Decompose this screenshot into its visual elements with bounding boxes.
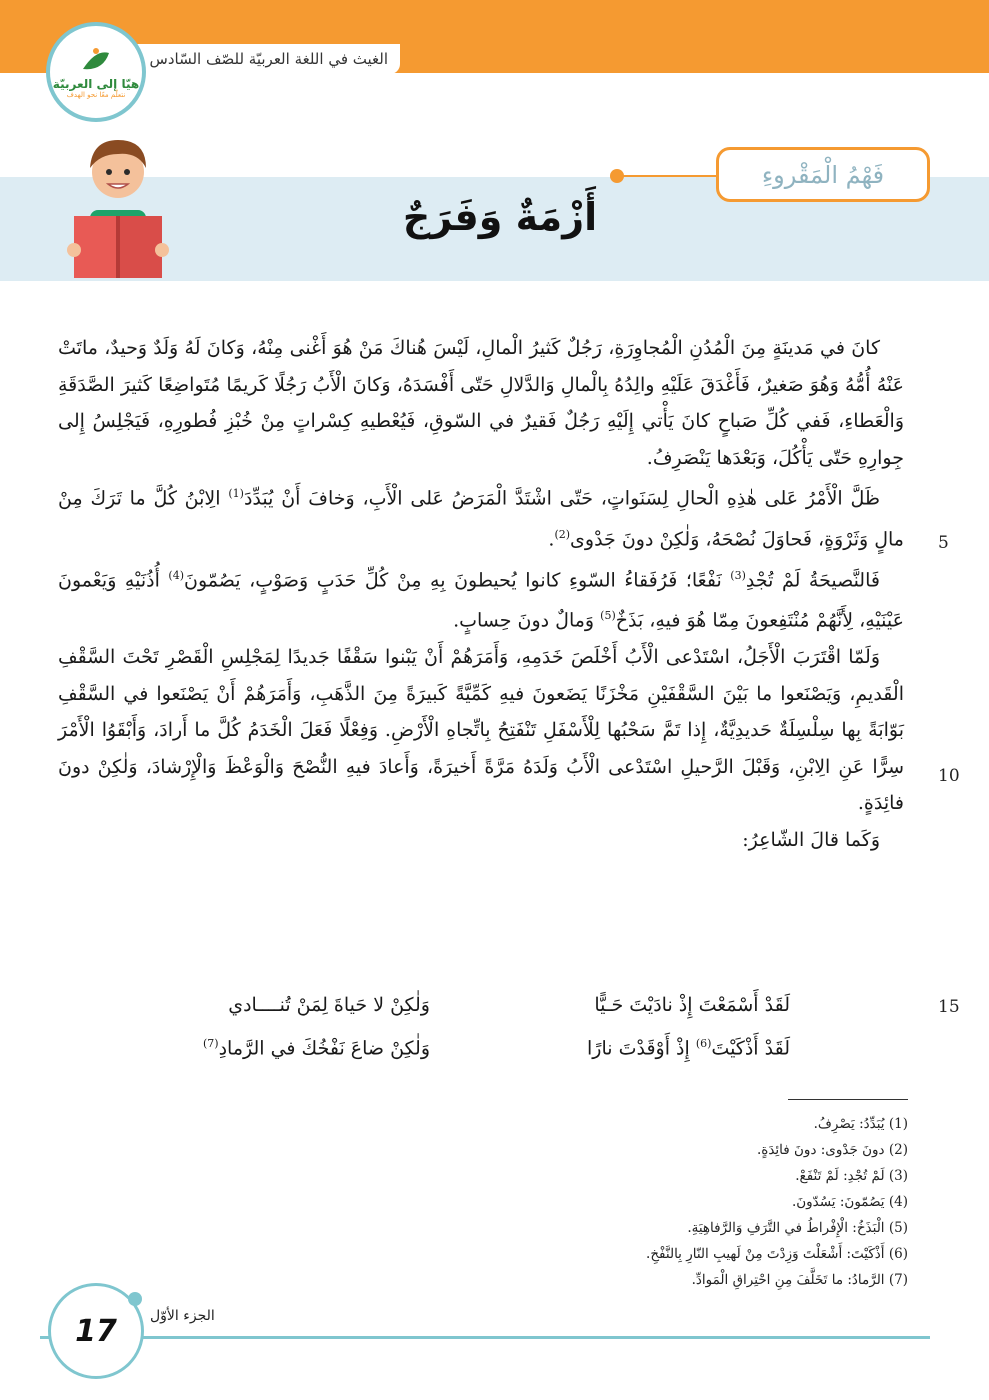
footnote: (7) الرَّمادُ: ما تَخَلَّفَ مِنِ احْتِراقِ الْمَوادِّ.: [691, 1272, 908, 1288]
line-number: 15: [938, 997, 960, 1017]
footnote-ref: (4): [168, 568, 185, 582]
page-badge-dot: [128, 1292, 142, 1306]
footnote-ref: (7): [202, 1037, 219, 1050]
story-text: [58, 330, 904, 858]
text-run: إِذْ أَوْقَدْتَ نارًا: [587, 1037, 696, 1060]
section-tab-label: فَهْمُ الْمَقْروءِ: [761, 160, 885, 189]
footnotes: [560, 1111, 908, 1293]
footnote: (2) دونَ جَدْوى: دونَ فائِدَةٍ.: [756, 1142, 908, 1158]
text-run: ظَلَّ الْأَمْرُ عَلى هٰذِهِ الْحالِ لِسَنَواتٍ، حَتّى اشْتَدَّ الْمَرَضُ عَلى الْأَبِ، وَخافَ أَنْ يُبَدِّدَ: [243, 487, 881, 510]
footnote-ref: (6): [695, 1037, 712, 1050]
footnote-ref: (2): [554, 527, 571, 541]
tab-connector-line: [617, 175, 717, 177]
logo-name: هيّا إلى العربيّة: [52, 77, 140, 91]
part-label: الجزء الأوّل: [150, 1308, 215, 1324]
text-run: نَفْعًا؛ فَرُفَقاءُ السّوءِ كانوا يُحيطونَ بِهِ مِنْ كُلِّ حَدَبٍ وَصَوْبٍ، يَصُمّونَ: [184, 568, 731, 591]
paragraph-4: وَلَمّا اقْتَرَبَ الْأَجَلُ، اسْتَدْعى الْأَبُ أَخْلَصَ خَدَمِهِ، وَأَمَرَهُمْ أَنْ يَبْنوا سَقْفًا جَديدًا لِمَجْلِسِ الْقَصْرِ تَحْتَ السَّقْفِ الْقَديمِ، وَيَصْنَعوا ما بَيْنَ السَّقْفَيْنِ مَخْزَنًا يَضَعونَ فيهِ كَمِّيَّةً كَبيرَةً مِنَ الذَّهَبِ، وَأَمَرَهُمْ أَنْ يَصْنَعوا في السَّقْفِ بَوّابَةً بِها سِلْسِلَةٌ حَديدِيَّةٌ، إِذا تَمَّ سَحْبُها لِلْأَسْفَلِ تَنْفَتِحُ بِاتِّجاهِ الْأَرْضِ. وَفِعْلًا فَعَلَ الْخَدَمُ كُلَّ ما أَرادَ، وَأَبْقَوُا الْأَمْرَ سِرًّا عَنِ الِابْنِ، وَقَبْلَ الرَّحيلِ اسْتَدْعى الْأَبُ وَلَدَهُ مَرَّةً أَخيرَةً، وَأَعادَ فيهِ النُّصْحَ وَالْوَعْظَ وَالْإِرْشادَ، وَلٰكِنْ دونَ فائِدَةٍ.: [58, 646, 904, 815]
paragraph-3: [58, 558, 904, 640]
book-title-bar: [130, 44, 400, 74]
verse-1-second-hemistich: وَلٰكِنْ لا حَياةَ لِمَنْ تُنــــادي: [228, 994, 430, 1016]
section-tab: [716, 147, 930, 202]
logo-tagline: نتعلّم معًا نحو الهدف: [66, 91, 126, 99]
line-number: 5: [938, 533, 949, 553]
lesson-title: أَزْمَةٌ وَفَرَجٌ: [402, 195, 598, 239]
footnote: (1) يُبَدِّدُ: يَصْرِفُ.: [813, 1116, 908, 1132]
verse-2-first-hemistich: [540, 1037, 790, 1059]
footnote: (5) الْبَذَخُ: الْإِفْراطُ في التَّرَفِ وَالرَّفاهِيَةِ.: [687, 1220, 908, 1236]
footnote-ref: (5): [600, 609, 616, 623]
paragraph-2: [58, 476, 904, 558]
footnote-ref: (3): [730, 568, 746, 582]
text-line: كَثيرَ الصَّدَقَةِ وَالْعَطاءِ، فَفي كُلِّ صَباحٍ كانَ يَأْتي إِلَيْهِ رَجُلٌ فَقيرٌ في السّوقِ، فَيُعْطيهِ كِسْراتٍ مِنْ خُبْزِ فُطورِهِ،: [58, 373, 904, 432]
text-run: الِابْنُ كُلَّ ما تَرَكَ مِنْ مالٍ وَثَرْوَةٍ، فَحاوَلَ نُصْحَهُ، وَلٰكِنْ دونَ جَدْوى: [58, 487, 904, 551]
footnote-ref: (1): [228, 487, 244, 500]
publisher-logo: [46, 22, 146, 122]
paragraph-1: [58, 330, 904, 476]
text-line: كانَ في مَدينَةٍ مِنَ الْمُدُنِ الْمُجاوِرَةِ، رَجُلٌ كَثيرُ الْمالِ، لَيْسَ هُناكَ مَنْ هُوَ أَغْنى مِنْهُ، وَكانَ لَهُ وَلَدٌ وَحيدٌ،: [104, 337, 880, 359]
footnote: (3) لَمْ تُجْدِ: لَمْ تَنْفَعْ.: [795, 1168, 908, 1184]
line-number: 10: [938, 766, 960, 786]
text-run: .: [548, 528, 555, 551]
verse-2-second-hemistich: [180, 1037, 430, 1059]
poet-intro: وَكَما قالَ الشّاعِرُ:: [742, 828, 880, 851]
footnote: (4) يَصُمّونَ: يَسُدّونَ.: [791, 1194, 908, 1210]
text-run: وَمالٌ دونَ حِسابٍ.: [453, 609, 601, 632]
text-run: فَالنَّصيحَةُ لَمْ تُجْدِ: [745, 568, 880, 591]
text-line: ماتَتْ عَنْهُ أُمُّهُ وَهُوَ صَغيرٌ، فَأَغْدَقَ عَلَيْهِ والِدُهُ بِالْمالِ وَالدَّلالِ حَتّى أَفْسَدَهُ، وَكانَ الْأَبُ رَجُلًا كَريمًا مُتَواضِعًا: [58, 337, 904, 396]
footnote-divider: [788, 1099, 908, 1100]
boy-reading-illustration: [66, 132, 170, 280]
footnote: (6) أَذْكَيْتَ: أَشْعَلْتَ وَزِدْتَ مِنْ لَهيبِ النّارِ بِالنَّفْخِ.: [646, 1246, 908, 1262]
footer-line: [40, 1336, 930, 1339]
logo-leaf-icon: [79, 45, 113, 75]
text-run: أُذُنَيْهِ وَيَعْمونَ عَيْنَيْهِ، لِأَنَّهُمْ مُنْتَفِعونَ مِمّا هُوَ فيهِ، بَذَخٌ: [58, 568, 904, 632]
page-number: 17: [75, 1313, 117, 1349]
book-title: الغيث في اللغة العربيّة للصّف السّادس: [149, 50, 388, 68]
text-line: فَيَجْلِسُ إِلى جِوارِهِ حَتّى يَأْكُلَ، وَبَعْدَها يَنْصَرِفُ.: [58, 410, 904, 469]
verse-1-first-hemistich: لَقَدْ أَسْمَعْتَ إِذْ نادَيْتَ حَـيًّا: [594, 994, 790, 1016]
text-run: لَقَدْ أَذْكَيْتَ: [711, 1037, 790, 1060]
text-run: وَلٰكِنْ ضاعَ نَفْخُكَ في الرَّمادِ: [218, 1037, 430, 1060]
tab-connector-dot: [610, 169, 624, 183]
